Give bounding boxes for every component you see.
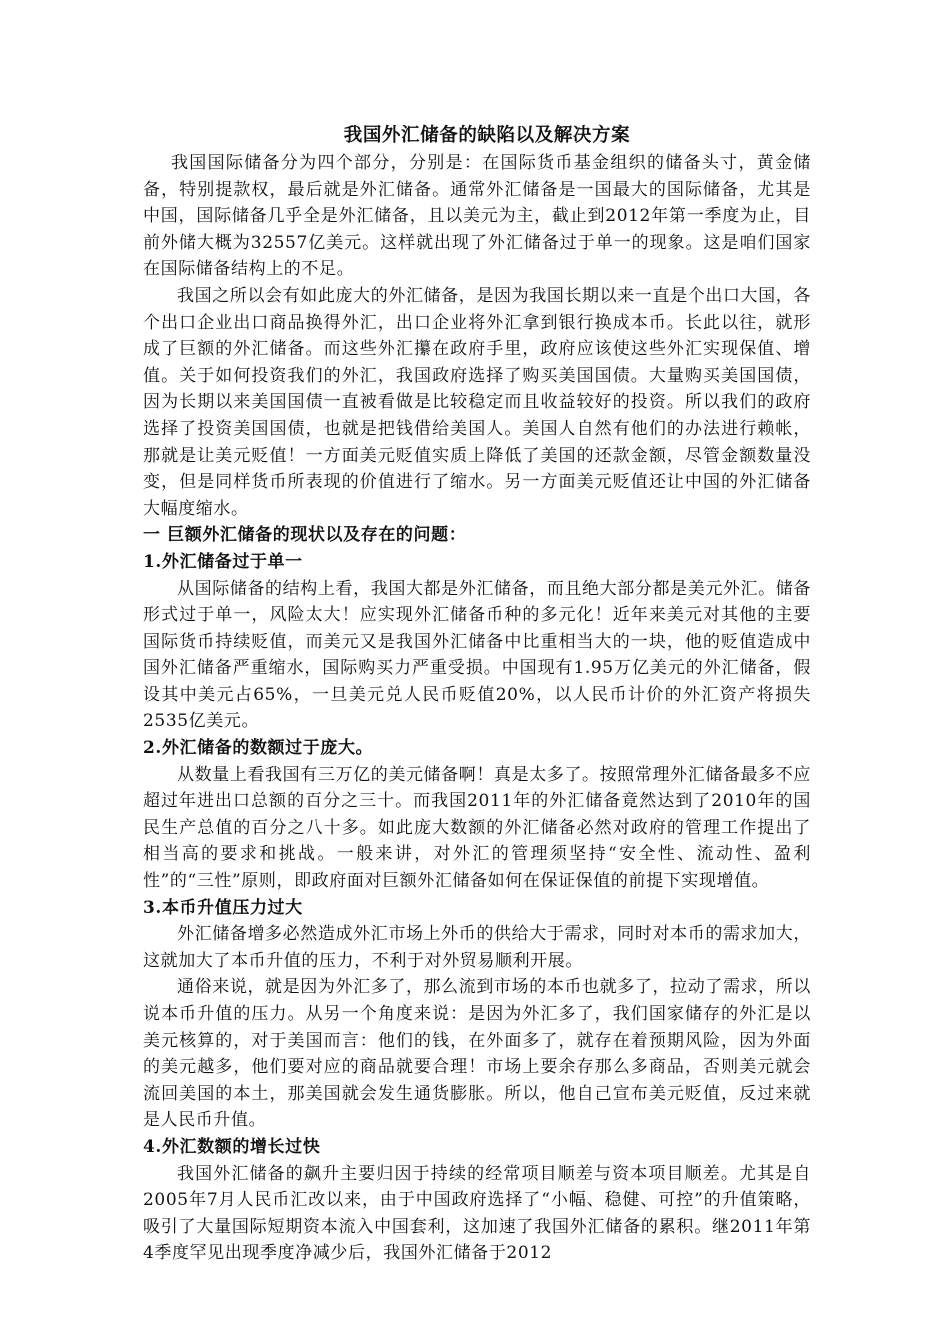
section-heading: 一 巨额外汇储备的现状以及存在的问题：	[143, 525, 467, 546]
subsection-heading-4: 4.外汇数额的增长过快	[143, 1136, 321, 1157]
intro-paragraph-1: 我国国际储备分为四个部分，分别是：在国际货币基金组织的储备头寸，黄金储备，特别提款权，最后就是外汇储备。通常外汇储备是一国最大的国际储备，尤其是中国，国际储备几乎全是外汇储备，且以美元为主，截止到2012年第一季度为止，目前外储大概为32557亿美元。这样就出现了外汇储备过于单一的现象。这是咱们国家在国际储备结构上的不足。	[143, 153, 811, 280]
subsection-1-paragraph-1: 从国际储备的结构上看，我国大都是外汇储备，而且绝大部分都是美元外汇。储备形式过于单一，风险太大！应实现外汇储备币种的多元化！近年来美元对其他的主要国际货币持续贬值，而美元又是我国外汇储备中比重相当大的一块，他的贬值造成中国外汇储备严重缩水，国际购买力严重受损。中国现有1.95万亿美元的外汇储备，假设其中美元占65%，一旦美元兑人民币贬值20%，以人民币计价的外汇资产将损失2535亿美元。	[143, 578, 811, 732]
document-title: 我国外汇储备的缺陷以及解决方案	[343, 125, 631, 146]
document-page	[143, 122, 811, 1267]
subsection-4-paragraph-1: 我国外汇储备的飙升主要归因于持续的经常项目顺差与资本项目顺差。尤其是自2005年7月人民币汇改以来，由于中国政府选择了“小幅、稳健、可控”的升值策略，吸引了大量国际短期资本流入中国套利，这加速了我国外汇储备的累积。继2011年第4季度罕见出现季度净减少后，我国外汇储备于2012	[143, 1163, 811, 1264]
subsection-2-paragraph-1: 从数量上看我国有三万亿的美元储备啊！真是太多了。按照常理外汇储备最多不应超过年进出口总额的百分之三十。而我国2011年的外汇储备竟然达到了2010年的国民生产总值的百分之八十多。如此庞大数额的外汇储备必然对政府的管理工作提出了相当高的要求和挑战。一般来讲，对外汇的管理须坚持“安全性、流动性、盈利性”的“三性”原则，即政府面对巨额外汇储备如何在保证保值的前提下实现增值。	[143, 764, 811, 892]
subsection-heading-3: 3.本币升值压力过大	[143, 897, 303, 918]
subsection-heading-1: 1.外汇储备过于单一	[143, 551, 303, 572]
subsection-3-paragraph-1: 外汇储备增多必然造成外汇市场上外币的供给大于需求，同时对本币的需求加大，这就加大了本币升值的压力，不利于对外贸易顺利开展。	[143, 924, 811, 971]
subsection-heading-2: 2.外汇储备的数额过于庞大。	[143, 738, 374, 759]
subsection-3-paragraph-2: 通俗来说，就是因为外汇多了，那么流到市场的本币也就多了，拉动了需求，所以说本币升值的压力。从另一个角度来说：是因为外汇多了，我们国家储存的外汇是以美元核算的，对于美国而言：他们的钱，在外面多了，就存在着预期风险，因为外面的美元越多，他们要对应的商品就要合理！市场上要余存那么多商品，否则美元就会流回美国的本土，那美国就会发生通货膨胀。所以，他自己宣布美元贬值，反过来就是人民币升值。	[143, 977, 811, 1131]
intro-paragraph-2: 我国之所以会有如此庞大的外汇储备，是因为我国长期以来一直是个出口大国，各个出口企业出口商品换得外汇，出口企业将外汇拿到银行换成本币。长此以往，就形成了巨额的外汇储备。而这些外汇攥在政府手里，政府应该使这些外汇实现保值、增值。关于如何投资我们的外汇，我国政府选择了购买美国国债。大量购买美国国债，因为长期以来美国国债一直被看做是比较稳定而且收益较好的投资。所以我们的政府选择了投资美国国债，也就是把钱借给美国人。美国人自然有他们的办法进行赖帐，那就是让美元贬值！一方面美元贬值实质上降低了美国的还款金额，尽管金额数量没变，但是同样货币所表现的价值进行了缩水。另一方面美元贬值还让中国的外汇储备大幅度缩水。	[143, 285, 811, 519]
